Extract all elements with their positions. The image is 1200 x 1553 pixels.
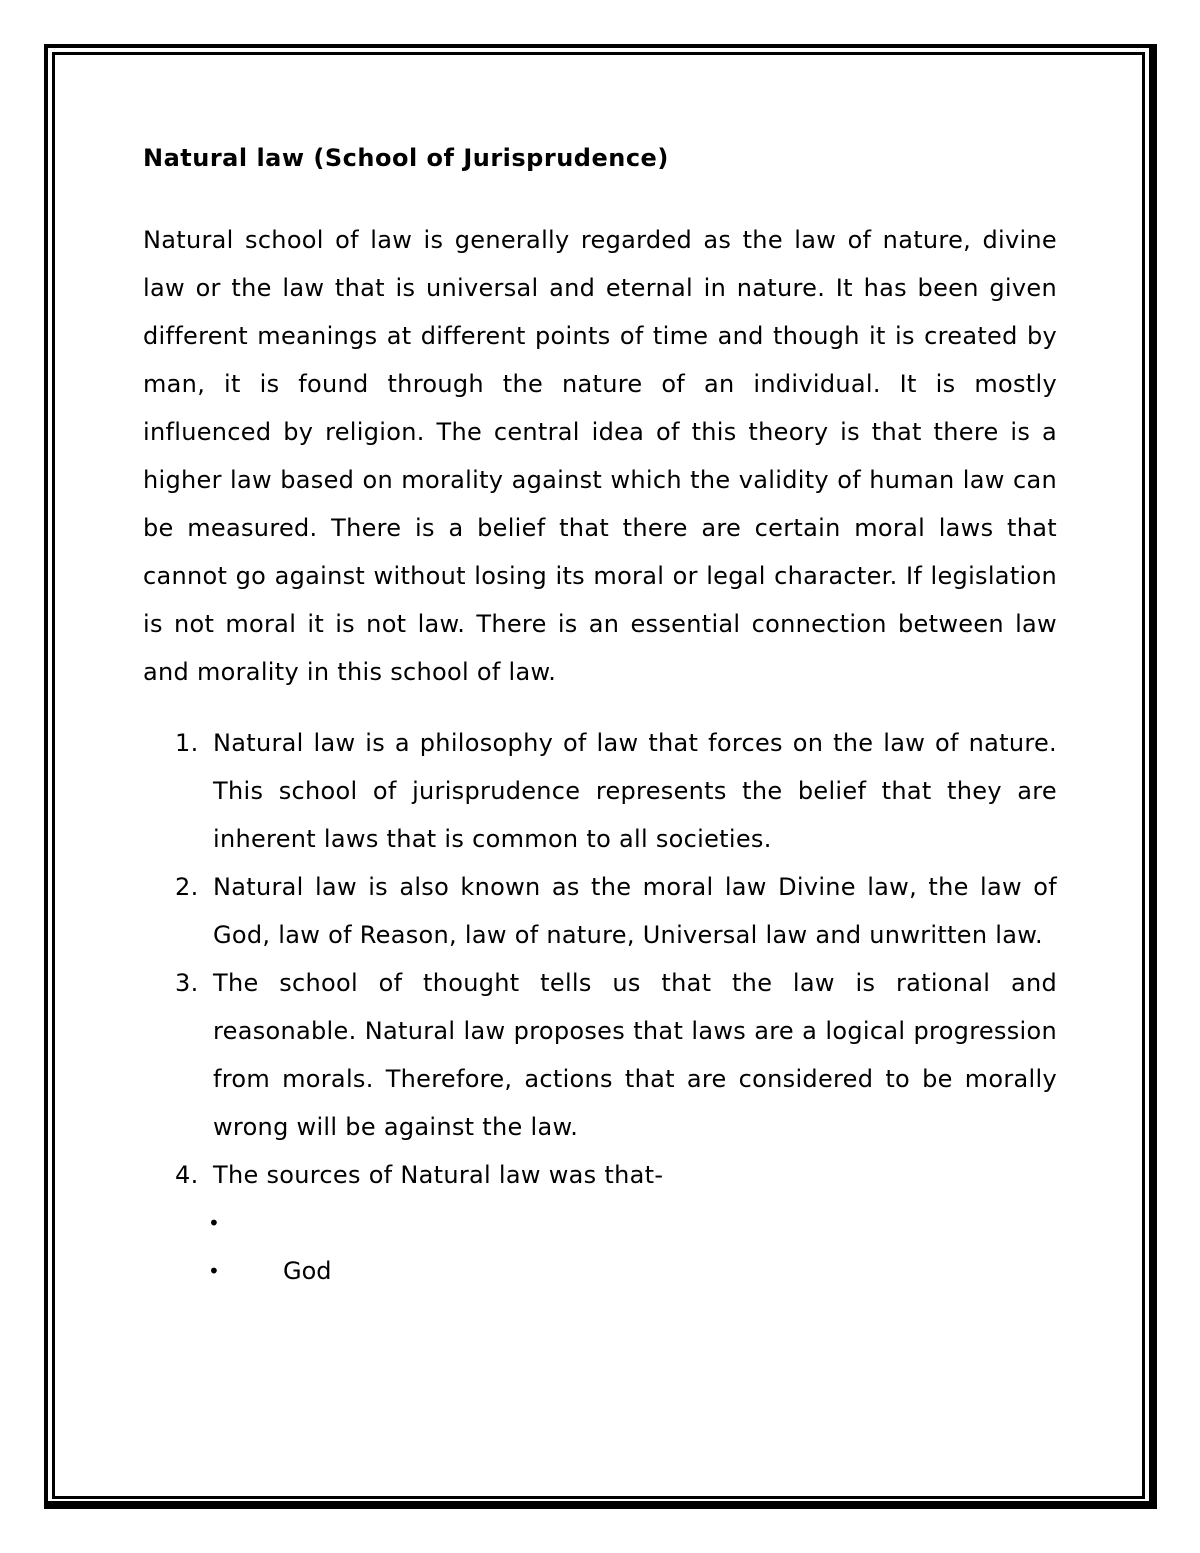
list-item-text: The sources of Natural law was that- bbox=[213, 1161, 664, 1189]
list-number: 4. bbox=[175, 1161, 199, 1189]
list-item-text: Natural law is also known as the moral law Divine law, the law of God, law of Reason, law of nature, Universal law and unwritten law. bbox=[213, 873, 1057, 949]
document-title: Natural law (School of Jurisprudence) bbox=[143, 144, 669, 172]
list-item bbox=[143, 959, 1057, 1151]
bullet-icon: • bbox=[208, 1211, 220, 1235]
list-number: 3. bbox=[175, 969, 199, 997]
bullet-item bbox=[143, 1247, 1057, 1295]
list-number: 2. bbox=[175, 873, 199, 901]
list-item-text: Natural law is a philosophy of law that forces on the law of nature. This school of jurisprudence represents the belief that they are inherent laws that is common to all societies. bbox=[213, 729, 1057, 853]
list-item bbox=[143, 719, 1057, 863]
bullet-list bbox=[143, 1199, 1057, 1295]
list-item bbox=[143, 863, 1057, 959]
list-number: 1. bbox=[175, 729, 199, 757]
bullet-item-text: God bbox=[283, 1257, 332, 1285]
list-item bbox=[143, 1151, 1057, 1199]
intro-paragraph: Natural school of law is generally regarded as the law of nature, divine law or the law that is universal and eternal in nature. It has been given different meanings at different points of time and though it is created by man, it is found through the nature of an individual. It is mostly influenced by religion. The central idea of this theory is that there is a higher law based on morality against which the validity of human law can be measured. There is a belief that there are certain moral laws that cannot go against without losing its moral or legal character. If legislation is not moral it is not law. There is an essential connection between law and morality in this school of law. bbox=[143, 226, 1057, 686]
list-item-text: The school of thought tells us that the law is rational and reasonable. Natural law proposes that laws are a logical progression from morals. Therefore, actions that are considered to be morally wrong will be against the law. bbox=[213, 969, 1057, 1141]
numbered-list bbox=[143, 719, 1057, 1199]
bullet-icon: • bbox=[208, 1259, 220, 1283]
document-body bbox=[143, 140, 1057, 1295]
bullet-item bbox=[143, 1199, 1057, 1247]
